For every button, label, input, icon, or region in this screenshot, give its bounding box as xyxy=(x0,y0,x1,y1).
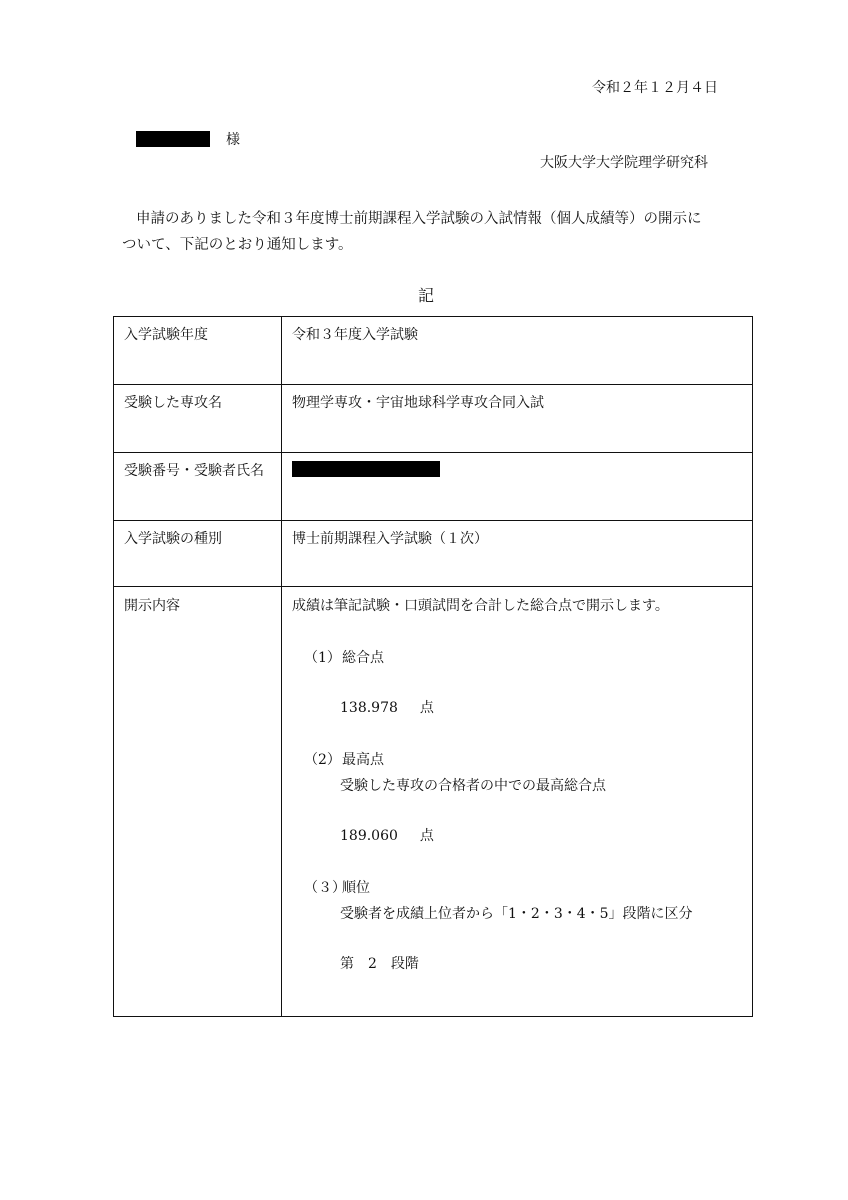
item-rank-heading xyxy=(304,877,744,897)
row-label: 開示内容 xyxy=(114,587,282,1017)
redacted-examinee-info xyxy=(292,461,440,477)
document-date: 令和２年１２月４日 xyxy=(592,80,718,96)
disclosure-content xyxy=(282,587,753,1017)
row-value xyxy=(282,453,753,521)
redacted-addressee-name xyxy=(136,131,210,147)
table-row xyxy=(114,317,753,385)
row-value: 令和３年度入学試験 xyxy=(282,317,753,385)
addressee xyxy=(136,128,240,149)
addressee-honorific: 様 xyxy=(226,131,240,148)
item-title: 順位 xyxy=(342,880,370,896)
body-line-1: 申請のありました令和３年度博士前期課程入学試験の入試情報（個人成績等）の開示に xyxy=(136,211,702,227)
item-title: 最高点 xyxy=(342,752,384,768)
table-row xyxy=(114,587,753,1017)
table-row xyxy=(114,453,753,521)
rank-value: 2 xyxy=(368,956,377,972)
sender-organization: 大阪大学大学院理学研究科 xyxy=(540,155,708,171)
table-row xyxy=(114,385,753,453)
rank-prefix: 第 xyxy=(340,956,354,972)
rank-suffix: 段階 xyxy=(390,956,419,972)
item-description: 受験者を成績上位者から「1・2・3・4・5」段階に区分 xyxy=(340,906,693,922)
score-value: 189.060 xyxy=(340,828,398,844)
item-max-score-heading xyxy=(304,749,744,769)
row-label: 入学試験の種別 xyxy=(114,521,282,587)
score-value: 138.978 xyxy=(340,700,398,716)
row-label: 受験番号・受験者氏名 xyxy=(114,453,282,521)
body-paragraph xyxy=(122,206,702,258)
item-total-score-heading xyxy=(304,647,744,667)
rank-stage xyxy=(340,953,744,973)
item-number: （1） xyxy=(304,650,341,666)
row-value: 博士前期課程入学試験（１次） xyxy=(282,521,753,587)
item-description: 受験した専攻の合格者の中での最高総合点 xyxy=(340,778,606,794)
total-score xyxy=(340,697,744,717)
row-label: 受験した専攻名 xyxy=(114,385,282,453)
item-title: 総合点 xyxy=(342,650,384,666)
disclosure-table xyxy=(113,316,753,1017)
body-line-2: ついて、下記のとおり通知します。 xyxy=(122,237,353,253)
row-value: 物理学専攻・宇宙地球科学専攻合同入試 xyxy=(282,385,753,453)
table-row xyxy=(114,521,753,587)
disclosure-intro: 成績は筆記試験・口頭試問を合計した総合点で開示します。 xyxy=(292,598,669,614)
item-number: （３） xyxy=(304,880,346,896)
item-number: （2） xyxy=(304,752,341,768)
row-label: 入学試験年度 xyxy=(114,317,282,385)
score-unit: 点 xyxy=(419,828,434,844)
score-unit: 点 xyxy=(419,700,434,716)
max-score xyxy=(340,825,744,845)
ki-heading: 記 xyxy=(418,286,435,305)
